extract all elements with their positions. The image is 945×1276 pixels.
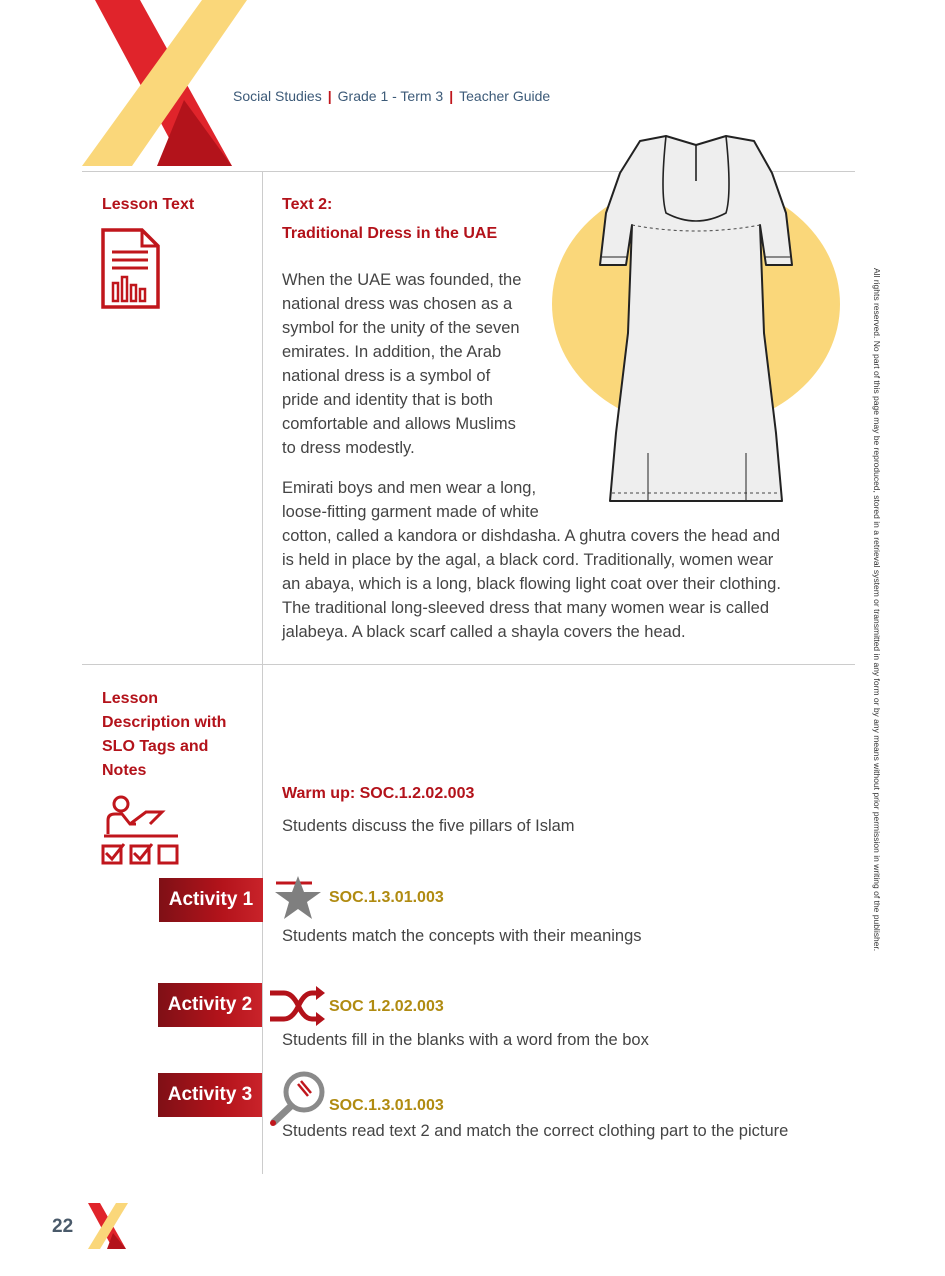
paragraph-line: The traditional long-sleeved dress that many women wear is called [282,599,769,617]
header-subject: Social Studies [233,88,322,104]
paragraph-line: jalabeya. A black scarf called a shayla covers the head. [282,623,686,641]
paragraph-line: national dress was chosen as a [282,295,513,313]
activity-2-slo: SOC 1.2.02.003 [329,998,444,1015]
lesson-description-label [102,687,226,783]
brand-logo [82,0,252,166]
activity-2-label: Activity 2 [158,983,262,1027]
copyright-notice: All rights reserved. No part of this page may be reproduced, stored in a retrieval system or transmitted in any form or by any means without prior permission in writing of the publisher. [872,268,882,952]
label-line: SLO Tags and [102,738,209,755]
paragraph-line: cotton, called a kandora or dishdasha. A ghutra covers the head and [282,527,781,545]
activity-3-slo: SOC.1.3.01.003 [329,1097,444,1114]
paragraph-line: pride and identity that is both [282,391,493,409]
paragraph-line: to dress modestly. [282,439,415,457]
activity-3-text: Students read text 2 and match the correct clothing part to the picture [282,1122,789,1140]
paragraph-line: is held in place by the agal, a black cord. Traditionally, women wear [282,551,774,569]
document-chart-icon [100,227,162,311]
paragraph-line: symbol for the unity of the seven [282,319,520,337]
lesson-paragraph-1 [282,268,582,460]
paragraph-line: loose-fitting garment made of white [282,503,539,521]
paragraph-line: comfortable and allows Muslims [282,415,516,433]
activity-3-label: Activity 3 [158,1073,262,1117]
shuffle-arrows-icon [268,985,326,1027]
label-line: Notes [102,762,147,779]
text-main-title: Traditional Dress in the UAE [282,225,498,242]
divider-middle [82,664,855,665]
label-line: Description with [102,714,227,731]
page-number: 22 [52,1216,74,1237]
paragraph-line: When the UAE was founded, the [282,271,522,289]
label-line: Lesson [102,690,159,707]
teacher-checklist-icon [100,794,184,866]
warmup-text: Students discuss the five pillars of Islam [282,817,575,835]
paragraph-line: emirates. In addition, the Arab [282,343,502,361]
lesson-paragraph-2 [282,476,852,644]
activity-1-label: Activity 1 [159,878,263,922]
paragraph-line: Emirati boys and men wear a long, [282,479,537,497]
jalabeya-dress-illustration [596,133,796,505]
warmup-title: Warm up: SOC.1.2.02.003 [282,785,475,802]
star-icon [272,873,324,923]
text-number-title: Text 2: [282,196,333,213]
paragraph-line: an abaya, which is a long, black flowing light coat over their clothing. [282,575,781,593]
header-guide: Teacher Guide [459,88,551,104]
activity-1-text: Students match the concepts with their meanings [282,927,642,945]
header-breadcrumb: Social Studies | Grade 1 - Term 3 | Teacher Guide [233,88,551,104]
paragraph-line: national dress is a symbol of [282,367,491,385]
header-grade: Grade 1 - Term 3 [337,88,444,104]
activity-1-slo: SOC.1.3.01.003 [329,889,444,906]
lesson-text-label: Lesson Text [102,196,195,213]
activity-2-text: Students fill in the blanks with a word from the box [282,1031,649,1049]
footer-logo [86,1203,130,1249]
column-divider [262,172,263,1174]
